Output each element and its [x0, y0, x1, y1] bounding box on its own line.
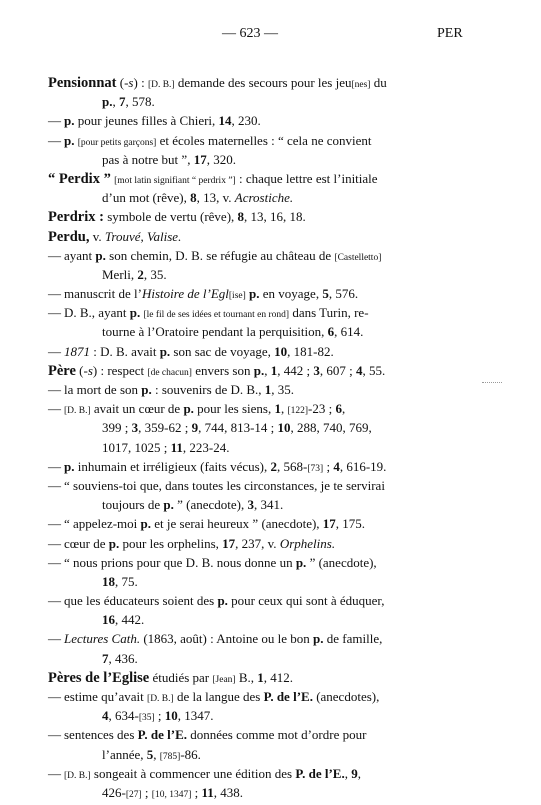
entry-text: pour les orphelins, [119, 535, 223, 551]
page-number: — 623 — [222, 26, 278, 41]
entry-text: , 634- [108, 708, 139, 724]
entry-text: dans Turin, re- [289, 305, 369, 321]
entry-text: p. [159, 343, 171, 359]
entry-text: ; [323, 458, 334, 474]
entry-text: envers son [191, 362, 254, 378]
entry-text: : souvenirs de D. B., [151, 382, 265, 397]
entry-text: Acrostiche. [234, 190, 294, 206]
entry-text: 4 [102, 708, 109, 724]
entry-text: d’un mot (rêve), [102, 190, 191, 206]
entry-text: 5 [146, 746, 154, 762]
entry-text: 1 [257, 669, 264, 685]
entry-text: 6 [327, 324, 335, 340]
dash-marker: — [48, 305, 61, 321]
entry-text: , [264, 362, 271, 378]
entry-text: [Castelletto] [334, 252, 382, 263]
entry-text: -86. [180, 746, 201, 762]
entry-text: B., [235, 669, 258, 685]
entry-text: P. de l’E. [263, 689, 313, 704]
entry-text: , 237, v. [235, 535, 280, 551]
index-headword-line [48, 73, 448, 92]
entry-text: que les éducateurs soient des [64, 593, 218, 609]
entry-text: l’année, [102, 746, 147, 762]
dash-marker: — [48, 247, 61, 263]
entry-text: [de chacun] [147, 367, 192, 378]
entry-text: 5 [322, 286, 329, 302]
entry-text: , [341, 401, 346, 417]
index-continuation-line [48, 438, 448, 457]
entry-text: [mot latin signifiant “ perdrix ”] [114, 175, 236, 186]
entry-text: , 614. [334, 324, 364, 340]
entry-text: , 616-19. [339, 458, 387, 474]
entry-text: ; [191, 784, 202, 800]
index-continuation-line [48, 265, 448, 284]
entry-text: symbole de vertu (rêve), [103, 209, 238, 225]
dash-marker: — [48, 765, 61, 781]
entry-text: [27] [125, 789, 142, 800]
entry-text: 11 [201, 784, 214, 800]
entry-text: (1863, août) : Antoine ou le bon [140, 631, 314, 647]
index-subentry-line [48, 111, 448, 130]
entry-text: songeait à commencer une édition des [90, 765, 296, 781]
entry-text: 1 [264, 382, 272, 397]
entry-text: [le fil de ses idées et tournant en rond] [143, 310, 290, 321]
index-continuation-line [48, 745, 448, 764]
entry-text: étudiés par [149, 669, 213, 685]
index-subentry-line [48, 457, 448, 476]
entry-text: [nes] [351, 80, 371, 90]
entry-text: en voyage, [259, 286, 323, 302]
entry-text: v. [89, 228, 105, 244]
entry-text: ) : respect [92, 362, 148, 378]
entry-text: 1 [274, 401, 281, 417]
entry-text: 3 [131, 420, 139, 436]
entry-text: p. [295, 554, 307, 570]
index-continuation-line [48, 649, 448, 668]
entry-text: s [128, 75, 134, 90]
headword: Père [48, 362, 76, 379]
index-headword-line [48, 227, 448, 246]
entry-text: p. [102, 94, 113, 110]
entry-text: , 181-82. [287, 343, 334, 359]
dash-marker: — [48, 113, 61, 129]
dash-marker: — [48, 132, 61, 148]
index-subentry-line [48, 629, 448, 648]
entry-text: 9 [351, 765, 358, 781]
entry-text: p. [129, 305, 141, 321]
entry-text: inhumain et irréligieux (faits vécus), [74, 458, 271, 474]
index-continuation-line [48, 572, 448, 591]
index-continuation-line [48, 188, 448, 207]
entry-text: pour ceux qui sont à éduquer, [227, 593, 385, 609]
entry-text: manuscrit de l’ [64, 286, 142, 302]
entry-text: , 75. [115, 573, 138, 589]
entry-text: estime qu’avait [64, 689, 148, 704]
index-continuation-line [48, 418, 448, 437]
entry-text: [35] [138, 713, 155, 724]
entry-text: ) : [133, 75, 148, 90]
entry-text: Histoire de l’Egl [141, 286, 229, 302]
entry-text: , 223-24. [182, 439, 230, 455]
entry-text: 2 [270, 458, 278, 474]
entry-text: pour les siens, [193, 401, 275, 417]
entry-text: , [112, 94, 119, 110]
entry-text: ” (anecdote), [173, 497, 248, 513]
index-subentry-line [48, 764, 448, 783]
running-head: PER [437, 26, 463, 41]
entry-text: toujours de [102, 497, 164, 513]
index-subentry-line [48, 131, 448, 150]
index-headword-line [48, 361, 448, 380]
entry-text: , 607 ; [319, 362, 356, 378]
entry-text: 7 [118, 94, 126, 110]
entry-text: : chaque lettre est l’initiale [235, 170, 378, 186]
dash-marker: — [48, 727, 61, 743]
entry-text: 4 [333, 458, 340, 474]
entry-text: 10 [164, 708, 178, 724]
index-continuation-line [48, 322, 448, 341]
index-continuation-line [48, 495, 448, 514]
entry-text: p. [140, 516, 151, 532]
entry-text: , 442 ; [277, 362, 314, 378]
entry-text: 14 [218, 113, 232, 129]
entry-text: p. [249, 286, 260, 302]
entry-text: [Jean] [212, 674, 236, 685]
entry-text: 9 [191, 420, 199, 436]
entry-text: D. B., ayant [64, 305, 130, 321]
entry-text: pour jeunes filles à Chieri, [74, 113, 219, 129]
dash-marker: — [48, 689, 61, 704]
entry-text: ayant [64, 247, 96, 263]
entry-text: 8 [190, 190, 197, 206]
entry-text: [73] [307, 463, 324, 474]
entry-text: (anecdotes), [312, 689, 380, 704]
entry-text: données comme mot d’ordre pour [187, 727, 367, 743]
entry-text: “ appelez-moi [64, 516, 141, 532]
entry-text: , 442. [115, 612, 145, 628]
entry-text: son sac de voyage, [170, 343, 275, 359]
dash-marker: — [48, 382, 61, 397]
index-subentry-line [48, 399, 448, 418]
index-continuation-line [48, 610, 448, 629]
entry-text: sentences des [64, 727, 138, 743]
entry-text: 1871 [64, 343, 90, 359]
entry-text: p. [95, 247, 106, 263]
index-subentry-line [48, 591, 448, 610]
entry-text: demande des secours pour les jeu [174, 75, 352, 90]
index-continuation-line [48, 706, 448, 725]
entry-text: [785] [159, 751, 181, 762]
entry-text: [D. B.] [64, 406, 91, 417]
index-subentry-line [48, 284, 448, 303]
index-subentry-line [48, 476, 448, 495]
entry-text: p. [64, 113, 75, 129]
entry-text: , 436. [108, 650, 138, 666]
entry-text: 2 [137, 266, 144, 282]
entry-text: 1017, 1025 ; [102, 439, 171, 455]
entry-text: 6 [335, 401, 342, 417]
entry-text: [10, 1347] [151, 789, 192, 800]
entry-text: Trouvé, Valise. [104, 228, 182, 244]
entry-text: P. de l’E. [295, 765, 345, 781]
entry-text: p. [64, 132, 75, 148]
entry-text: p. [253, 362, 265, 378]
headword: Perdu, [48, 228, 90, 245]
entry-text: (- [116, 75, 129, 90]
entry-text: [D. B.] [147, 694, 174, 704]
index-subentry-line [48, 553, 448, 572]
entry-text: Lectures Cath. [64, 631, 141, 647]
entry-text: 18 [102, 573, 115, 589]
entry-text: , 230. [231, 113, 261, 129]
entry-text: [ise] [228, 291, 246, 302]
entry-text: , [357, 765, 361, 781]
entry-text: p. [141, 382, 152, 397]
entry-text: 10 [277, 420, 291, 436]
entry-text: la mort de son [64, 382, 142, 397]
index-continuation-line [48, 783, 448, 802]
dash-marker: — [48, 593, 61, 609]
margin-mark [482, 382, 502, 384]
dash-marker: — [48, 343, 61, 359]
entry-text: [122] [287, 406, 309, 417]
dash-marker: — [48, 554, 61, 570]
entry-text: et écoles maternelles : “ cela ne convient [156, 132, 372, 148]
entry-text: 17 [322, 516, 336, 532]
entry-text: (- [75, 362, 88, 378]
index-subentry-line [48, 246, 448, 265]
entry-text: du [370, 75, 387, 90]
index-continuation-line [48, 150, 448, 169]
entry-text: , [344, 765, 352, 781]
entry-text: “ nous prions pour que D. B. nous donne un [64, 554, 296, 570]
entry-text: , 175. [335, 516, 366, 532]
index-headword-line [48, 169, 448, 188]
entry-text: , 35. [271, 382, 295, 397]
entry-text: tourne à l’Oratoire pendant la perquisition, [102, 324, 328, 340]
entry-text: , 320. [206, 151, 236, 167]
entry-text: 399 ; [102, 420, 132, 436]
index-subentry-line [48, 514, 448, 533]
dash-marker: — [48, 516, 61, 532]
entry-text: s [87, 362, 93, 378]
index-subentry-line [48, 687, 448, 706]
page-header [0, 26, 541, 46]
entry-text: , 1347. [177, 708, 214, 724]
entry-text: : D. B. avait [90, 343, 160, 359]
entry-text: Merli, [102, 266, 138, 282]
dash-marker: — [48, 631, 61, 647]
entry-text: , 576. [328, 286, 359, 302]
entry-text: p. [217, 593, 228, 609]
entry-text: ; [154, 708, 165, 724]
entry-text: 10 [274, 343, 288, 359]
entry-text: 3 [313, 362, 320, 378]
entry-text: 16 [102, 612, 115, 628]
entry-text: p. [183, 401, 194, 417]
dash-marker: — [48, 401, 61, 417]
entry-text: P. de l’E. [137, 727, 187, 743]
entry-text: [D. B.] [64, 770, 91, 781]
entry-text: 17 [222, 535, 236, 551]
entry-text: , 341. [254, 497, 284, 513]
entry-text: , 13, 16, 18. [244, 209, 306, 225]
entry-text: , 568- [277, 458, 308, 474]
index-headword-line [48, 207, 448, 226]
index-subentry-line [48, 303, 448, 322]
entry-text: 11 [170, 439, 183, 455]
entry-text: , 55. [362, 362, 386, 378]
entry-text: et je serai heureux ” (anecdote), [151, 516, 323, 532]
headword: Pensionnat [48, 75, 117, 91]
index-subentry-line [48, 380, 448, 399]
entry-text: ; [141, 784, 152, 800]
headword: Perdrix : [48, 209, 104, 226]
index-subentry-line [48, 725, 448, 744]
entry-text: avait un cœur de [90, 401, 184, 417]
entry-text: Orphelins. [279, 535, 336, 551]
entry-text: 8 [237, 209, 245, 225]
entry-text: p. [313, 631, 324, 647]
entry-text: de famille, [323, 631, 383, 647]
dash-marker: — [48, 477, 61, 493]
entry-text: cœur de [64, 535, 109, 551]
entry-text: 3 [247, 497, 254, 513]
index-subentry-line [48, 534, 448, 553]
entry-text: , 744, 813-14 ; [198, 420, 278, 436]
entry-text: , 288, 740, 769, [290, 420, 372, 436]
entry-text: , 438. [213, 784, 244, 800]
index-continuation-line [48, 92, 448, 111]
entry-text: [D. B.] [147, 80, 175, 90]
headword: Pères de l’Eglise [48, 669, 150, 686]
entry-text: , 578. [125, 94, 155, 110]
entry-text: 17 [193, 151, 207, 167]
entry-text: 7 [102, 650, 109, 666]
entry-text: p. [64, 458, 75, 474]
entry-text: p. [163, 497, 174, 513]
entry-text: pas à notre but ”, [102, 151, 194, 167]
entry-text: , 412. [263, 669, 294, 685]
index-headword-line [48, 668, 448, 687]
index-entries [48, 73, 448, 802]
entry-text: p. [108, 535, 120, 551]
dash-marker: — [48, 458, 61, 474]
dash-marker: — [48, 535, 61, 551]
entry-text: -23 ; [308, 401, 336, 417]
entry-text: 426- [102, 784, 126, 800]
index-subentry-line [48, 342, 448, 361]
entry-text: ” (anecdote), [306, 554, 377, 570]
entry-text: de la langue des [173, 689, 264, 704]
entry-text: , [280, 401, 288, 417]
dash-marker: — [48, 286, 61, 302]
headword: “ Perdix ” [48, 170, 111, 187]
entry-text: , 359-62 ; [138, 420, 192, 436]
entry-text: 1 [270, 362, 278, 378]
entry-text: 4 [355, 362, 363, 378]
entry-text: “ souviens-toi que, dans toutes les circonstances, je te servirai [64, 477, 385, 493]
entry-text: , [153, 746, 160, 762]
entry-text: [pour petits garçons] [77, 137, 157, 148]
entry-text: , 35. [143, 266, 167, 282]
entry-text: , 13, v. [196, 190, 235, 206]
entry-text: son chemin, D. B. se réfugie au château de [105, 247, 335, 263]
